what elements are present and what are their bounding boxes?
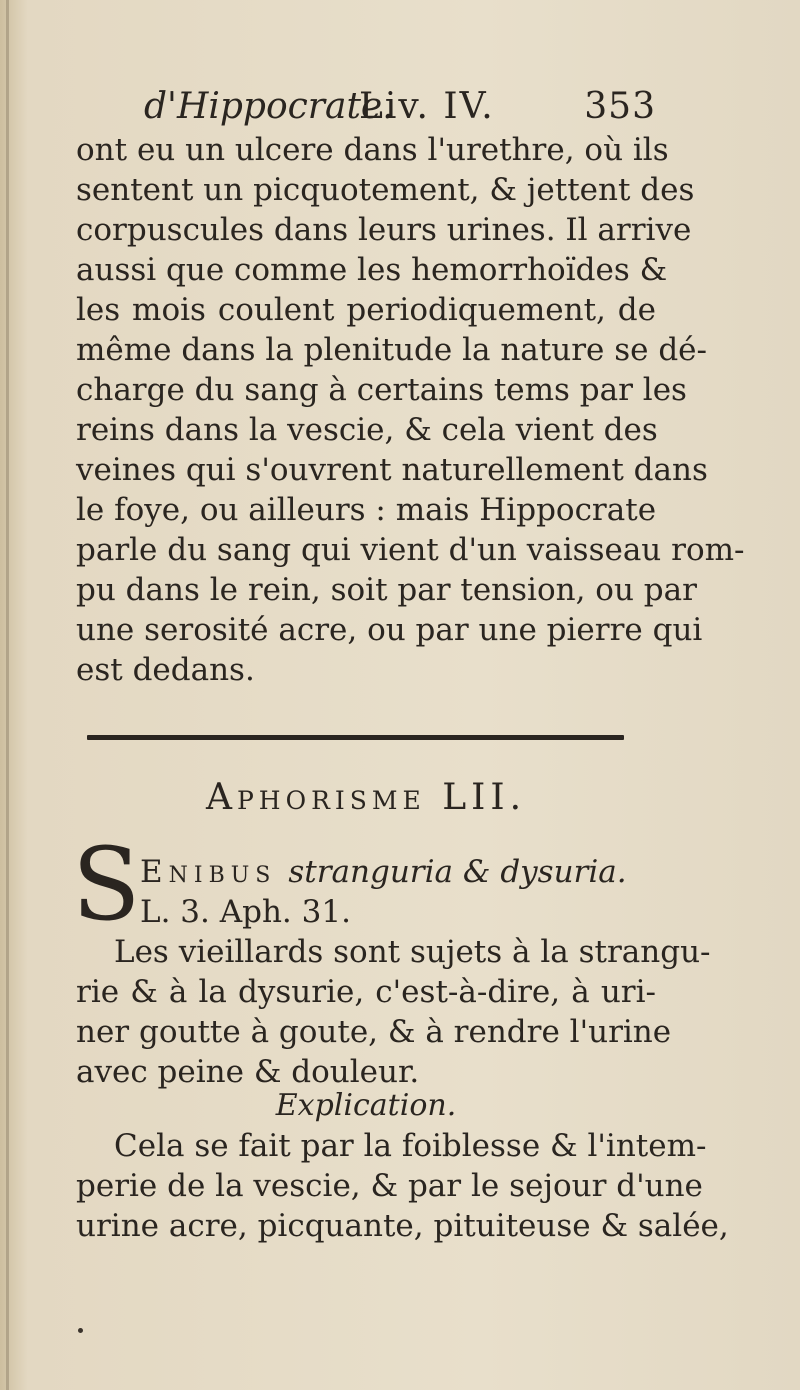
book-number: Liv. IV.	[359, 86, 495, 127]
latin-lemma	[140, 852, 656, 892]
explication-heading: Explication.	[275, 1088, 457, 1123]
body-line: même dans la plenitude la nature se dé-	[76, 332, 708, 368]
body-line: une serosité acre, ou par une pierre qui	[76, 612, 703, 648]
body-line: pu dans le rein, soit par tension, ou par	[76, 572, 697, 608]
translation-line: Les vieillards sont sujets à la strangu-	[114, 934, 711, 970]
body-line: les mois coulent periodiquement, de	[76, 292, 656, 328]
body-line: reins dans la vescie, & cela vient des	[76, 412, 658, 448]
lemma-italic: stranguria & dysuria.	[288, 854, 627, 890]
ink-speck	[78, 1328, 83, 1333]
lemma-caps: Enibus	[140, 854, 277, 890]
translation-line: rie & à la dysurie, c'est-à-dire, à uri-	[76, 974, 656, 1010]
explication-line: Cela se fait par la foiblesse & l'intem-	[114, 1128, 707, 1164]
translation-line: ner goutte à goute, & à rendre l'urine	[76, 1014, 672, 1050]
translation-line: avec peine & douleur.	[76, 1054, 420, 1090]
running-title: d'Hippocrate.	[144, 86, 394, 127]
body-line: charge du sang à certains tems par les	[76, 372, 687, 408]
body-line: corpuscules dans leurs urines. Il arrive	[76, 212, 692, 248]
aphorism-title: Aphorisme LII.	[205, 777, 527, 818]
body-line: veines qui s'ouvrent naturellement dans	[76, 452, 708, 488]
body-line: est dedans.	[76, 652, 255, 688]
body-line: le foye, ou ailleurs : mais Hippocrate	[76, 492, 657, 528]
explication-line: perie de la vescie, & par le sejour d'une	[76, 1168, 703, 1204]
body-line: sentent un picquotement, & jettent des	[76, 172, 695, 208]
binding-gutter	[6, 0, 9, 1390]
page-number: 353	[584, 86, 656, 127]
explication-line: urine acre, picquante, pituiteuse & salée,	[76, 1208, 729, 1244]
drop-cap: S	[72, 826, 141, 943]
body-line: ont eu un ulcere dans l'urethre, où ils	[76, 132, 669, 168]
section-rule	[87, 735, 624, 740]
page-header	[76, 82, 656, 132]
body-line: aussi que comme les hemorrhoïdes &	[76, 252, 668, 288]
body-line: parle du sang qui vient d'un vaisseau rom-	[76, 532, 745, 568]
aphorism-reference: L. 3. Aph. 31.	[140, 894, 351, 930]
